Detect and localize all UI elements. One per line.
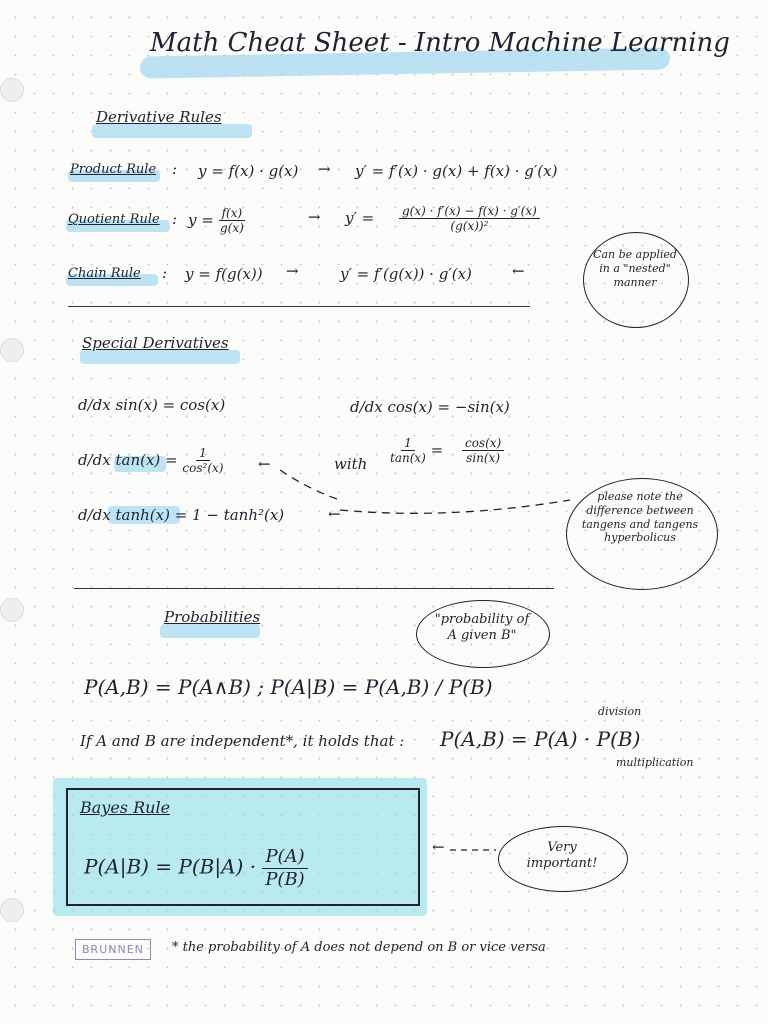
divider xyxy=(68,306,530,307)
derivative-rules-heading: Derivative Rules xyxy=(96,108,222,126)
divider xyxy=(74,588,554,589)
denominator: g(x) xyxy=(219,221,244,236)
equals: = xyxy=(430,440,444,459)
with-label: with xyxy=(334,455,368,473)
tan-derivative xyxy=(78,446,223,476)
probability-line-1: P(A,B) = P(A∧B) ; P(A|B) = P(A,B) / P(B) xyxy=(84,675,493,699)
product-lhs: y = f(x) · g(x) xyxy=(198,162,299,180)
quotient-rhs xyxy=(345,204,540,234)
punch-hole xyxy=(0,78,24,102)
numerator: 1 xyxy=(196,446,210,461)
numerator: g(x) · f′(x) − f(x) · g′(x) xyxy=(399,204,540,219)
numerator: P(A) xyxy=(262,846,307,869)
denominator: tan(x) xyxy=(390,451,426,466)
colon: : xyxy=(162,264,168,282)
denominator: sin(x) xyxy=(466,451,501,466)
tan-note: please note the difference between tangens and tangens hyperbolicus xyxy=(581,490,699,545)
tanh-derivative: d/dx tanh(x) = 1 − tanh²(x) xyxy=(78,506,285,524)
special-derivatives-heading: Special Derivatives xyxy=(82,334,229,352)
chain-rule-label: Chain Rule xyxy=(68,266,141,281)
probability-note: "probability of A given B" xyxy=(434,612,530,644)
page-title: Math Cheat Sheet - Intro Machine Learning xyxy=(150,28,730,58)
arrow-icon: → xyxy=(286,262,299,280)
product-rhs: y′ = f′(x) · g(x) + f(x) · g′(x) xyxy=(355,162,558,180)
punch-hole xyxy=(0,338,24,362)
bayes-lhs: P(A|B) = P(B|A) · xyxy=(84,854,257,879)
numerator: f(x) xyxy=(219,206,246,221)
arrow-left-icon: ← xyxy=(258,455,271,473)
sin-derivative: d/dx sin(x) = cos(x) xyxy=(78,396,226,414)
bayes-fraction xyxy=(262,846,307,890)
tan-fraction xyxy=(182,446,223,476)
denominator: cos²(x) xyxy=(182,461,224,476)
division-note: division xyxy=(598,705,642,718)
quotient-lhs-fraction xyxy=(219,206,246,236)
denominator: (g(x))² xyxy=(450,219,489,234)
numerator: cos(x) xyxy=(462,436,504,451)
tan-prefix: d/dx tan(x) = xyxy=(78,450,178,469)
quotient-rhs-fraction xyxy=(399,204,540,234)
multiplication-note: multiplication xyxy=(616,756,694,769)
punch-hole xyxy=(0,898,24,922)
independence-formula: P(A,B) = P(A) · P(B) xyxy=(440,727,641,751)
quotient-lhs xyxy=(188,206,245,236)
punch-hole xyxy=(0,598,24,622)
arrow-icon: → xyxy=(318,160,331,178)
cos-derivative: d/dx cos(x) = −sin(x) xyxy=(350,398,510,416)
quotient-rhs-prefix: y′ = xyxy=(345,208,375,227)
independence-text: If A and B are independent*, it holds that : xyxy=(80,732,405,750)
chain-note: Can be applied in a "nested" manner xyxy=(593,248,677,289)
bayes-note: Very important! xyxy=(526,840,598,872)
arrow-icon: → xyxy=(308,208,321,226)
heading-highlight xyxy=(80,350,240,364)
probabilities-heading: Probabilities xyxy=(164,608,261,626)
dashed-connector xyxy=(448,840,498,860)
arrow-left-icon: ← xyxy=(432,838,445,856)
brand-logo: BRUNNEN xyxy=(75,939,151,960)
colon: : xyxy=(172,210,178,228)
quotient-lhs-prefix: y = xyxy=(188,210,214,229)
heading-highlight xyxy=(160,624,260,638)
chain-lhs: y = f(g(x)) xyxy=(185,265,263,283)
arrow-left-icon: ← xyxy=(328,505,341,523)
colon: : xyxy=(172,160,178,178)
bayes-heading: Bayes Rule xyxy=(80,798,171,817)
chain-rhs: y′ = f′(g(x)) · g′(x) xyxy=(340,265,472,283)
bayes-formula xyxy=(84,846,308,890)
numerator: 1 xyxy=(401,436,415,451)
heading-highlight xyxy=(92,124,252,138)
dashed-connector xyxy=(250,440,580,530)
footnote: * the probability of A does not depend on B or vice versa xyxy=(172,940,546,955)
quotient-rule-label: Quotient Rule xyxy=(68,212,160,227)
product-rule-label: Product Rule xyxy=(70,162,157,177)
arrow-left-icon: ← xyxy=(512,262,525,280)
denominator: P(B) xyxy=(265,868,305,890)
